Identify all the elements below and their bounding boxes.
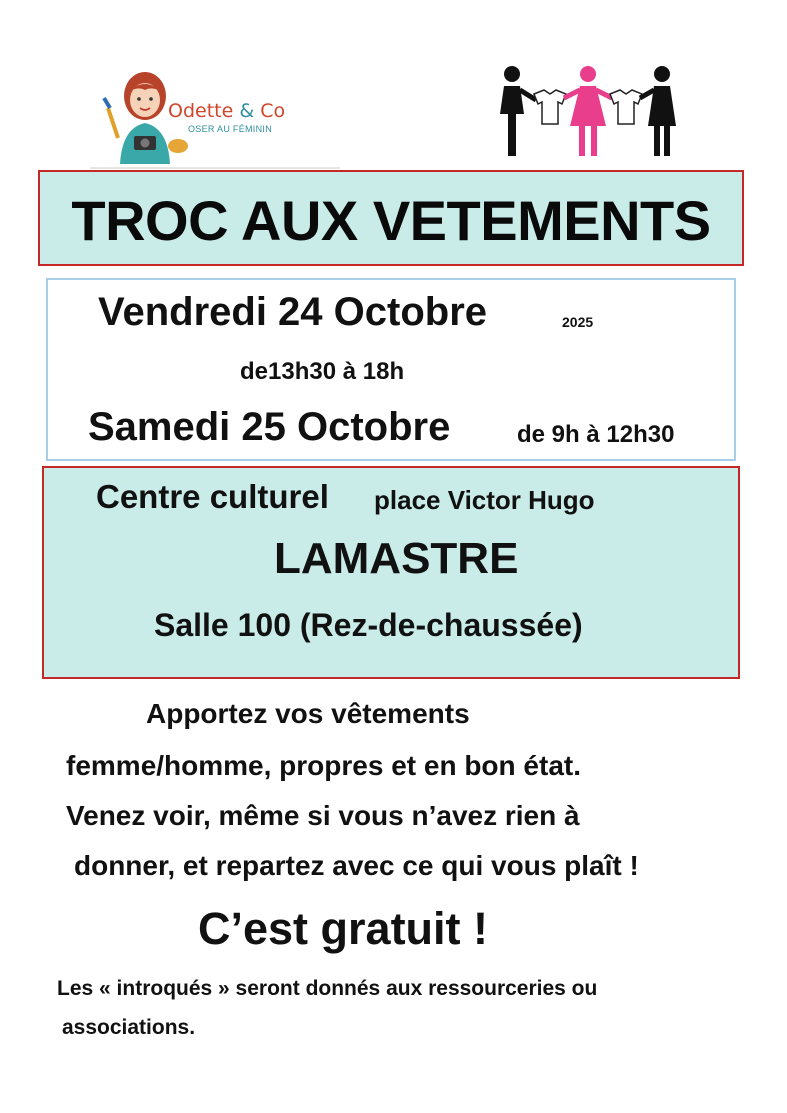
title-banner [38, 170, 744, 266]
divider [90, 167, 340, 169]
date-year: 2025 [562, 314, 594, 330]
body-line-2: femme/homme, propres et en bon état. [66, 750, 581, 781]
logo-tagline: OSER AU FÉMININ [188, 124, 273, 134]
room-name: Salle 100 (Rez-de-chaussée) [154, 607, 583, 643]
venue-name: Centre culturel [96, 478, 329, 515]
venue-address: place Victor Hugo [374, 485, 595, 515]
page-title: TROC AUX VETEMENTS [71, 189, 711, 252]
note-line-1: Les « introqués » seront donnés aux ressourceries ou [57, 977, 598, 1000]
body-line-1: Apportez vos vêtements [146, 698, 470, 729]
body-line-4: donner, et repartez avec ce qui vous plaît ! [74, 850, 639, 881]
free-notice: C’est gratuit ! [198, 903, 489, 954]
note-line-2: associations. [62, 1016, 196, 1039]
people-exchanging-clothes-icon [494, 62, 680, 162]
date-saturday: Samedi 25 Octobre [88, 405, 451, 449]
friday-hours: de13h30 à 18h [240, 358, 405, 385]
logo-name: Odette & Co [168, 100, 286, 122]
saturday-hours: de 9h à 12h30 [517, 421, 675, 448]
date-friday: Vendredi 24 Octobre [98, 290, 488, 334]
city-name: LAMASTRE [274, 534, 519, 583]
body-line-3: Venez voir, même si vous n’avez rien à [66, 800, 580, 831]
